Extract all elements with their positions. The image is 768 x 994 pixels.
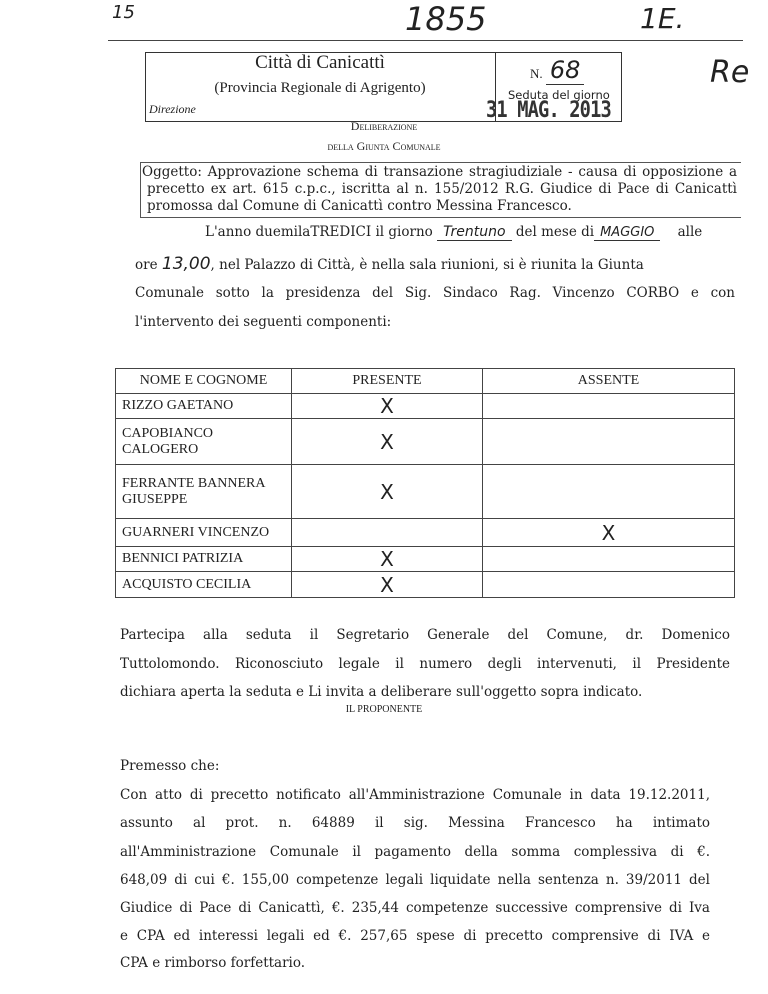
giorno-handwritten: Trentuno [437, 224, 512, 241]
intro-text: ore [135, 257, 158, 273]
number-label: N. [530, 66, 543, 81]
column-header-name: NOME E COGNOME [116, 369, 292, 394]
mese-handwritten: MAGGIO [594, 225, 660, 241]
assente-cell [483, 465, 735, 519]
partecipa-line: Tuttolomondo. Riconosciuto legale il numero degli intervenuti, il Presidente [120, 656, 730, 672]
body-line: Giudice di Pace di Canicattì, €. 235,44 competenze successive comprensive di Iva [120, 900, 710, 916]
seduta-label: Seduta del giorno [508, 88, 610, 102]
assente-mark: X [483, 519, 735, 547]
body-line: 648,09 di cui €. 155,00 competenze legali liquidate nella sentenza n. 39/2011 del [120, 872, 710, 888]
attendance-table [115, 368, 735, 598]
presente-mark: X [292, 572, 483, 598]
intro-text: L'anno duemilaTREDICI il giorno [205, 224, 433, 240]
table-row [116, 547, 735, 572]
member-name: BENNICI PATRIZIA [116, 547, 292, 572]
member-name: CAPOBIANCO CALOGERO [116, 419, 292, 465]
document-subtitle: della Giunta Comunale [327, 139, 441, 153]
body-line: Con atto di precetto notificato all'Amministrazione Comunale in data 19.12.2011, [120, 787, 710, 803]
assente-cell [483, 394, 735, 419]
oggetto-line: precetto ex art. 615 c.p.c., iscritta al n. 155/2012 R.G. Giudice di Pace di Canicattì [147, 181, 737, 197]
presente-mark: X [292, 419, 483, 465]
assente-cell [483, 547, 735, 572]
intro-line: Comunale sotto la presidenza del Sig. Sindaco Rag. Vincenzo CORBO e con [135, 285, 735, 301]
document-title: Deliberazione [350, 119, 418, 133]
body-line: assunto al prot. n. 64889 il sig. Messina Francesco ha intimato [120, 815, 710, 831]
member-name: ACQUISTO CECILIA [116, 572, 292, 598]
city-name: Città di Canicattì [255, 52, 385, 73]
body-line: CPA e rimborso forfettario. [120, 955, 306, 971]
handwritten-annotation: 1E. [640, 2, 685, 35]
oggetto-line: promossa dal Comune di Canicattì contro Messina Francesco. [147, 198, 572, 214]
proponente-heading: IL PROPONENTE [345, 704, 423, 715]
body-line: e CPA ed interessi legali ed €. 257,65 spese di precetto comprensive di IVA e [120, 928, 710, 944]
member-name: FERRANTE BANNERA GIUSEPPE [116, 465, 292, 519]
table-header-row [116, 369, 735, 394]
intro-text: , nel Palazzo di Città, è nella sala riunioni, si è riunita la Giunta [210, 257, 644, 273]
presente-cell [292, 519, 483, 547]
protocol-number-handwritten: 1855 [405, 0, 487, 38]
oggetto-line: Oggetto: Approvazione schema di transazione stragiudiziale - causa di opposizione a [142, 164, 737, 180]
ora-handwritten: 13,00 [161, 254, 211, 274]
member-name: GUARNERI VINCENZO [116, 519, 292, 547]
intro-text: del mese di [515, 224, 595, 240]
column-header-assente: ASSENTE [483, 369, 735, 394]
table-row [116, 419, 735, 465]
assente-cell [483, 572, 735, 598]
table-row [116, 465, 735, 519]
intro-text: alle [677, 224, 703, 240]
premesso-label: Premesso che: [120, 758, 220, 774]
partecipa-line: Partecipa alla seduta il Segretario Generale del Comune, dr. Domenico [120, 627, 730, 643]
divider [108, 40, 743, 41]
presente-mark: X [292, 547, 483, 572]
handwritten-initials: Re [710, 55, 750, 90]
member-name: RIZZO GAETANO [116, 394, 292, 419]
table-row [116, 519, 735, 547]
table-row [116, 394, 735, 419]
assente-cell [483, 419, 735, 465]
intro-line: l'intervento dei seguenti componenti: [135, 314, 392, 330]
date-stamp: 31 MAG. 2013 [486, 98, 611, 123]
presente-mark: X [292, 465, 483, 519]
handwritten-annotation: 15 [112, 2, 135, 23]
column-header-presente: PRESENTE [292, 369, 483, 394]
intro-line [205, 224, 702, 240]
number-field [530, 56, 584, 84]
number-value: 68 [546, 56, 585, 85]
intro-line [135, 254, 644, 274]
body-line: all'Amministrazione Comunale il pagamento della somma complessiva di €. [120, 844, 710, 860]
presente-mark: X [292, 394, 483, 419]
table-row [116, 572, 735, 598]
province-name: (Provincia Regionale di Agrigento) [214, 80, 426, 96]
direzione-label: Direzione [149, 102, 196, 116]
partecipa-line: dichiara aperta la seduta e Li invita a deliberare sull'oggetto sopra indicato. [120, 684, 643, 700]
